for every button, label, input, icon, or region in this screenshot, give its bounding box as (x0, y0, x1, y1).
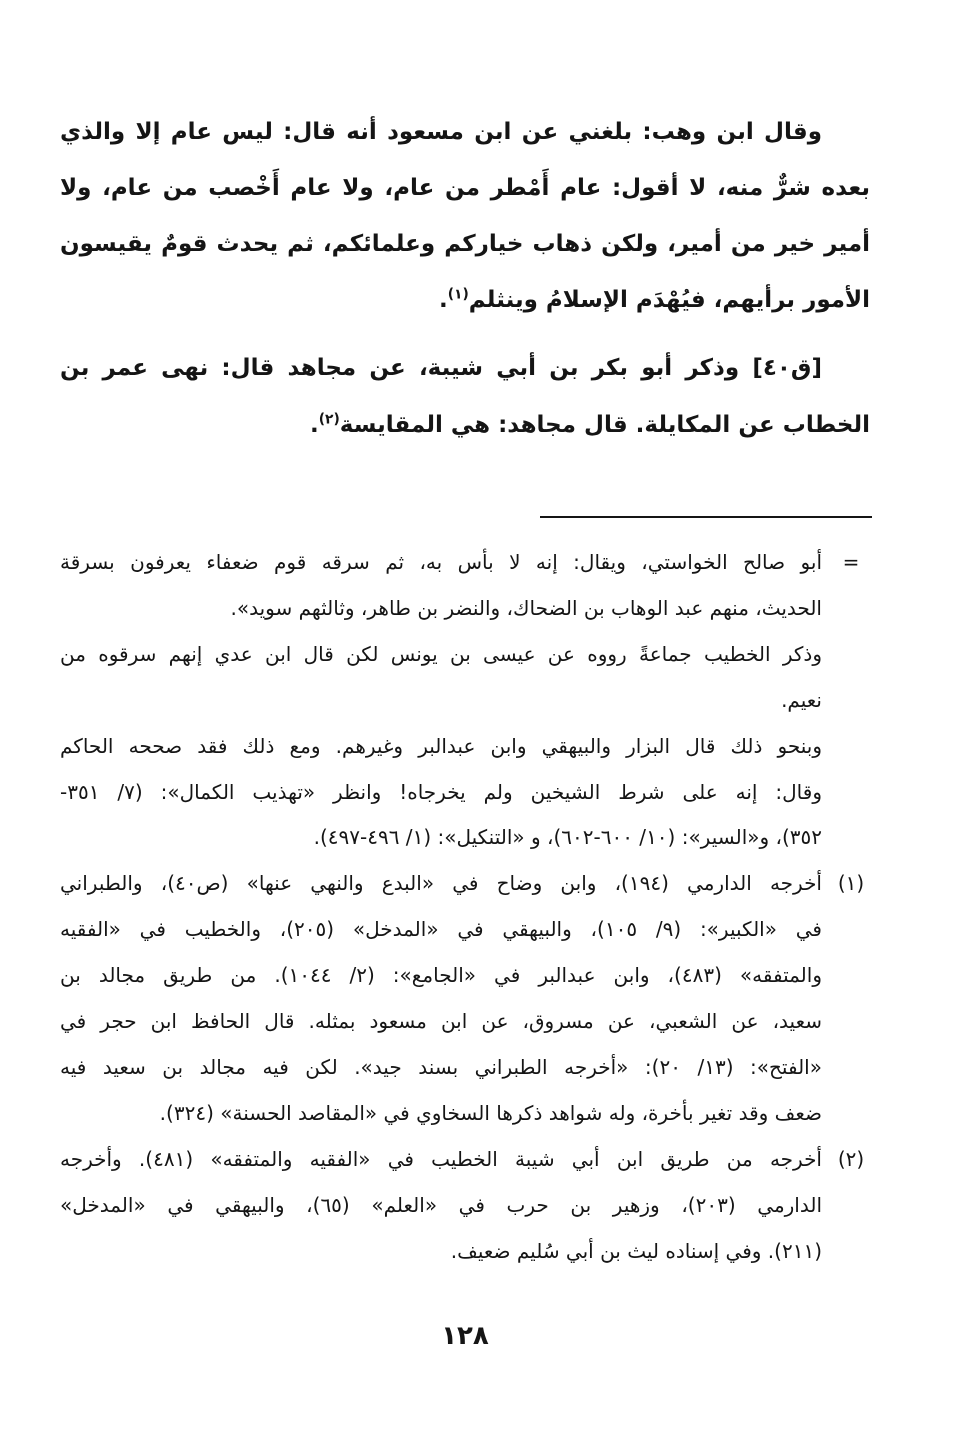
footnote-line: الدارمي (٢٠٣)، وزهير بن حرب في «العلم» (٦٥)، والبيهقي في «المدخل» (60, 1193, 822, 1217)
footnote-line: في «الكبير»: (٩/ ١٠٥)، والبيهقي في «المدخل» (٢٠٥)، والخطيب في «الفقيه (60, 917, 822, 941)
footnote-line: وبنحو ذلك قال البزار والبيهقي وابن عبدالبر وغيرهم. ومع ذلك فقد صححه الحاكم (60, 734, 822, 758)
footnote-line: ٣٥٢)، و«السير»: (١٠/ ٦٠٠-٦٠٢)، و «التنكيل»: (١/ ٤٩٦-٤٩٧). (313, 825, 822, 849)
footnote-line: ضعف وقد تغير بأخرة، وله شواهد ذكرها السخاوي في «المقاصد الحسنة» (٣٢٤). (159, 1101, 822, 1125)
text-line: وقال ابن وهب: بلغني عن ابن مسعود أنه قال: ليس عام إلا والذي (60, 119, 822, 145)
line-punctuation: . (309, 412, 319, 438)
text-line (60, 278, 870, 322)
page-number: ١٢٨ (441, 1321, 489, 1351)
footnote-ref: (١) (447, 286, 469, 303)
line-text: الأمور برأيهم، فيُهْدَم الإسلامُ وينثلم (468, 287, 870, 313)
footnote-marker: (٢) (837, 1147, 865, 1171)
footnote-marker: (١) (837, 871, 865, 895)
footnote-line: «الفتح»: (١٣/ ٢٠): «أخرجه الطبراني بسند جيد». لكن فيه مجالد بن سعيد فيه (60, 1055, 822, 1079)
footnote-line: وذكر الخطيب جماعةً رووه عن عيسى بن يونس لكن قال ابن عدي إنهم سرقوه من (60, 642, 822, 666)
footnote-line: الحديث، منهم عبد الوهاب بن الضحاك، والنضر بن طاهر، وثالثهم سويد». (230, 596, 822, 620)
text-line: أمير خير من أمير، ولكن ذهاب خياركم وعلمائكم، ثم يحدث قومٌ يقيسون (60, 231, 870, 257)
text-line: بعده شرٌّ منه، لا أقول: عام أَمْطر من عام، ولا عام أَخْصب من عام، ولا (60, 175, 870, 201)
footnote-line: نعيم. (781, 688, 822, 712)
footnote-ref: (٢) (318, 411, 340, 428)
footnote-line: أبو صالح الخواستي، ويقال: إنه لا بأس به، ثم سرقه قوم ضعفاء يعرفون بسرقة (60, 550, 822, 574)
footnote-line: أخرجه من طريق ابن أبي شيبة الخطيب في «الفقيه والمتفقه» (٤٨١). وأخرجه (60, 1147, 822, 1171)
line-text: الخطاب عن المكايلة. قال مجاهد: هي المقايسة (339, 412, 870, 438)
text-line (60, 403, 870, 447)
text-line: [ق٤٠] وذكر أبو بكر بن أبي شيبة، عن مجاهد قال: نهى عمر بن (60, 355, 822, 381)
footnote-line: (٢١١). وفي إسناده ليث بن أبي سُليم ضعيف. (450, 1239, 822, 1263)
footnote-separator (540, 516, 872, 518)
line-punctuation: . (438, 287, 448, 313)
footnote-line: والمتفقه» (٤٨٣)، وابن عبدالبر في «الجامع»: (٢/ ١٠٤٤). من طريق مجالد بن (60, 963, 822, 987)
footnote-line: وقال: إنه على شرط الشيخين ولم يخرجاه! وانظر «تهذيب الكمال»: (٧/ ٣٥١- (60, 780, 822, 804)
footnote-marker: = (842, 550, 860, 574)
footnote-line: سعيد، عن الشعبي، عن مسروق، عن ابن مسعود بمثله. قال الحافظ ابن حجر في (60, 1009, 822, 1033)
footnote-line: أخرجه الدارمي (١٩٤)، وابن وضاح في «البدع والنهي عنها» (ص٤٠)، والطبراني (60, 871, 822, 895)
